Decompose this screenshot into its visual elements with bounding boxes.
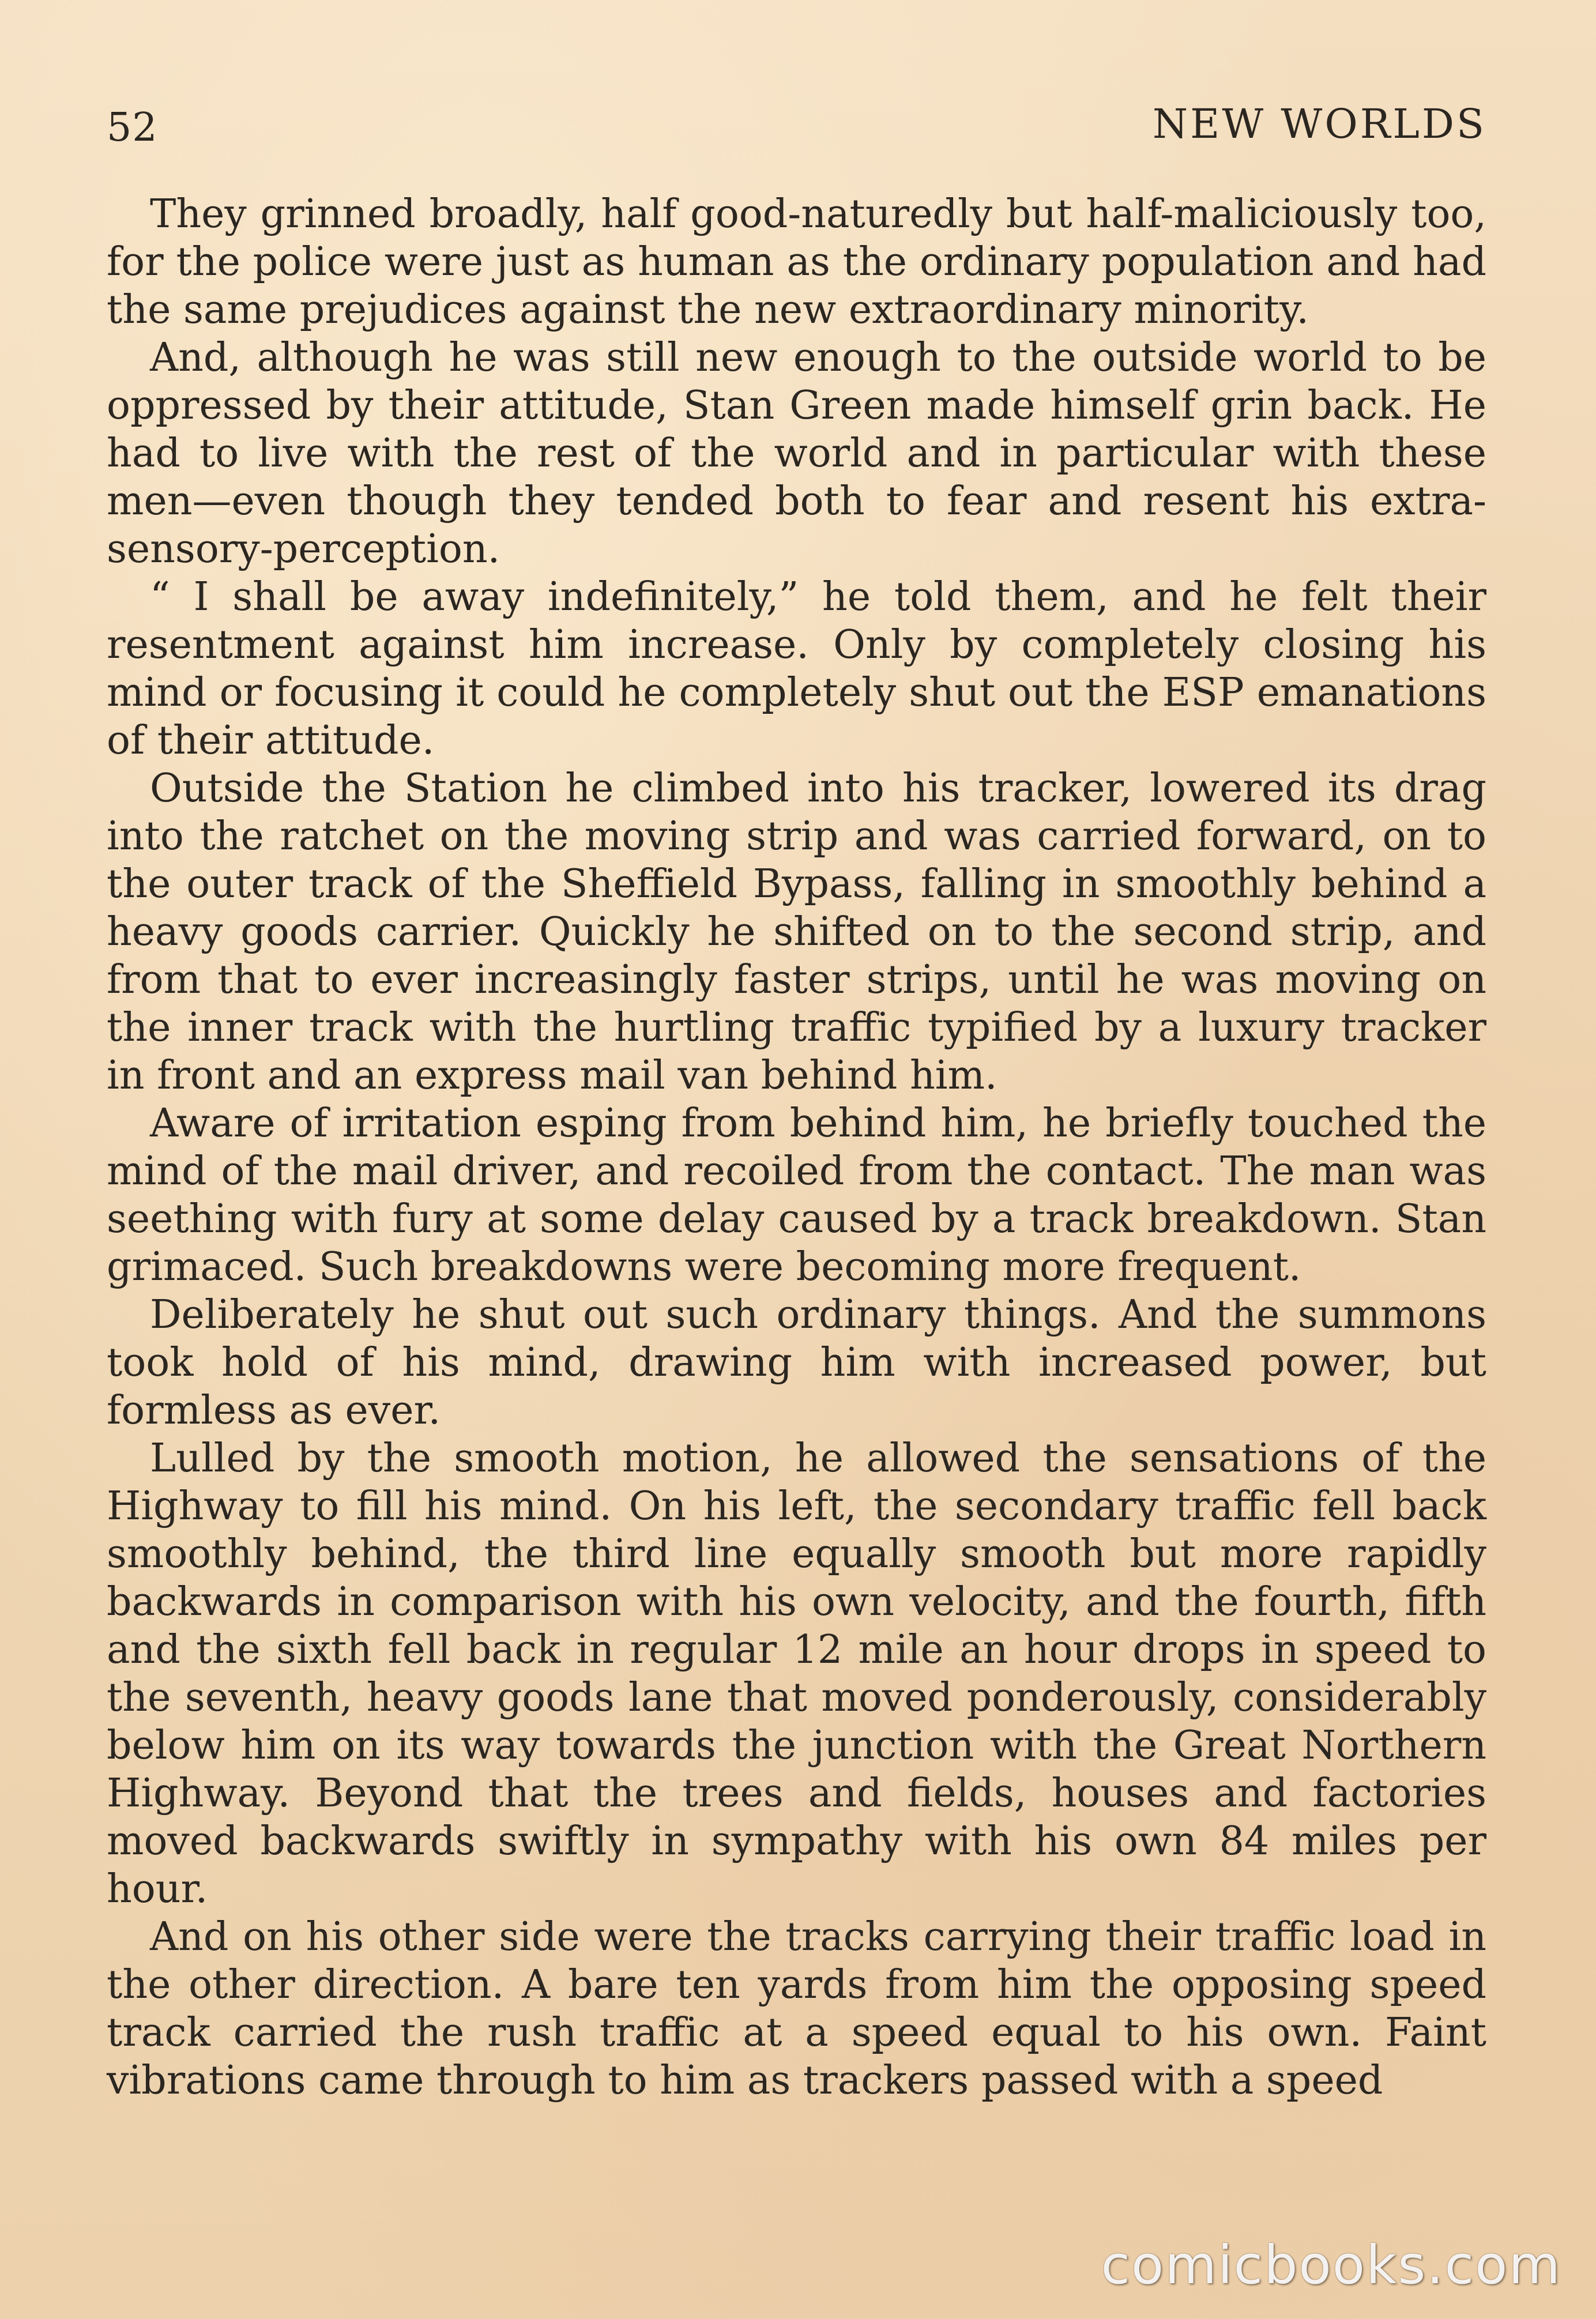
running-head <box>107 98 1486 161</box>
paragraph: Aware of irritation esping from behind him, he briefly touched the mind of the mail driver, and recoiled from the contact. The man was seething with fury at some delay caused by a track breakdown. Stan grimaced. Such breakdowns were becoming more frequent. <box>107 1101 1486 1290</box>
paragraph: And, although he was still new enough to the outside world to be oppressed by their attitude, Stan Green made himself grin back. He had to live with the rest of the world and in particular with these men—even though they tended both to fear and resent his extra-sensory-perception. <box>107 335 1486 572</box>
paragraph: Lulled by the smooth motion, he allowed the sensations of the Highway to fill his mind. On his left, the secondary traffic fell back smoothly behind, the third line equally smooth but more rapidly backwards in comparison with his own velocity, and the fourth, fifth and the sixth fell back in regular 12 mile an hour drops in speed to the seventh, heavy goods lane that moved ponderously, considerably below him on its way towards the junction with the Great Northern Highway. Beyond that the trees and fields, houses and factories moved backwards swiftly in sympathy with his own 84 miles per hour. <box>107 1436 1486 1912</box>
story-text <box>107 190 1486 2105</box>
page-number: 52 <box>107 105 158 150</box>
watermark: comicbooks.com <box>1101 2234 1561 2296</box>
journal-title: NEW WORLDS <box>1152 100 1486 148</box>
paragraph: “ I shall be away indefinitely,” he told them, and he felt their resentment against him increase. Only by completely closing his mind or focusing it could he completely shut out the ESP emanations of their attitude. <box>107 574 1486 763</box>
paragraph: They grinned broadly, half good-naturedly but half-maliciously too, for the police were just as human as the ordinary population and had the same prejudices against the new extraordinary minority. <box>107 191 1486 333</box>
paragraph: And on his other side were the tracks carrying their traffic load in the other direction. A bare ten yards from him the opposing speed track carried the rush traffic at a speed equal to his own. Faint vibrations came through to him as trackers passed with a speed <box>107 1914 1486 2103</box>
paragraph: Outside the Station he climbed into his tracker, lowered its drag into the ratchet on the moving strip and was carried forward, on to the outer track of the Sheffield Bypass, falling in smoothly behind a heavy goods carrier. Quickly he shifted on to the second strip, and from that to ever increasingly faster strips, until he was moving on the inner track with the hurtling traffic typified by a luxury tracker in front and an express mail van behind him. <box>107 766 1486 1098</box>
paragraph: Deliberately he shut out such ordinary things. And the summons took hold of his mind, drawing him with increased power, but formless as ever. <box>107 1292 1486 1433</box>
